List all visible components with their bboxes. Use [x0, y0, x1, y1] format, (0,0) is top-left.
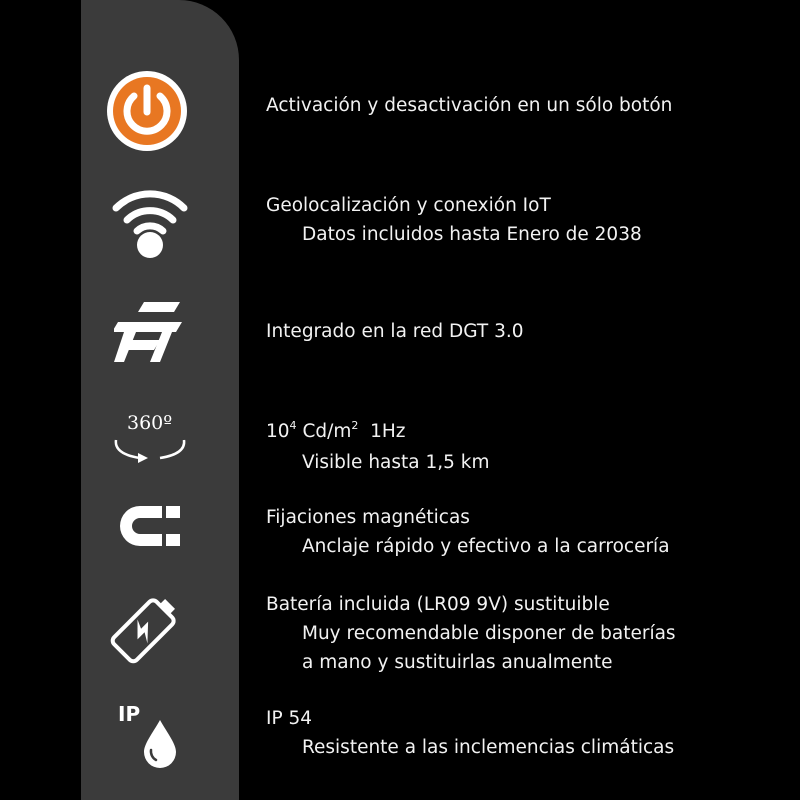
intensity-frequency: 1Hz	[370, 421, 406, 442]
rotate-360-icon	[110, 408, 190, 464]
feature-title: Geolocalización y conexión IoT	[266, 195, 551, 216]
feature-battery	[266, 590, 676, 677]
feature-title: Batería incluida (LR09 9V) sustituible	[266, 594, 610, 615]
feature-magnetic	[266, 503, 670, 561]
feature-dgt	[266, 317, 524, 346]
dgt-road-icon	[114, 296, 186, 368]
feature-visibility	[266, 417, 490, 477]
intensity-line	[266, 417, 490, 448]
water-drop-icon	[118, 700, 182, 768]
ip-label: IP	[118, 702, 141, 726]
power-icon	[104, 68, 190, 154]
feature-title: Integrado en la red DGT 3.0	[266, 321, 524, 342]
intensity-exponent: 4	[289, 419, 297, 432]
wifi-icon	[112, 182, 188, 262]
feature-subtitle: Visible hasta 1,5 km	[302, 452, 490, 473]
intensity-base: 10	[266, 421, 290, 442]
feature-subtitle: Datos incluidos hasta Enero de 2038	[302, 224, 642, 245]
intensity-unit-exponent: 2	[351, 419, 359, 432]
feature-power	[266, 91, 672, 120]
feature-subtitle: Anclaje rápido y efectivo a la carrocería	[302, 536, 670, 557]
feature-subtitle-2: a mano y sustituirlas anualmente	[302, 652, 613, 673]
feature-title: IP 54	[266, 708, 313, 729]
feature-ip	[266, 704, 674, 762]
feature-title: Activación y desactivación en un sólo botón	[266, 95, 673, 116]
magnet-icon	[118, 502, 182, 550]
intensity-unit: Cd/m	[302, 421, 352, 442]
battery-icon	[106, 592, 186, 664]
feature-geolocation	[266, 191, 642, 249]
feature-subtitle: Resistente a las inclemencias climáticas	[302, 737, 675, 758]
feature-title: Fijaciones magnéticas	[266, 507, 470, 528]
feature-subtitle: Muy recomendable disponer de baterías	[302, 623, 676, 644]
rotate-360-label: 360º	[127, 412, 173, 434]
